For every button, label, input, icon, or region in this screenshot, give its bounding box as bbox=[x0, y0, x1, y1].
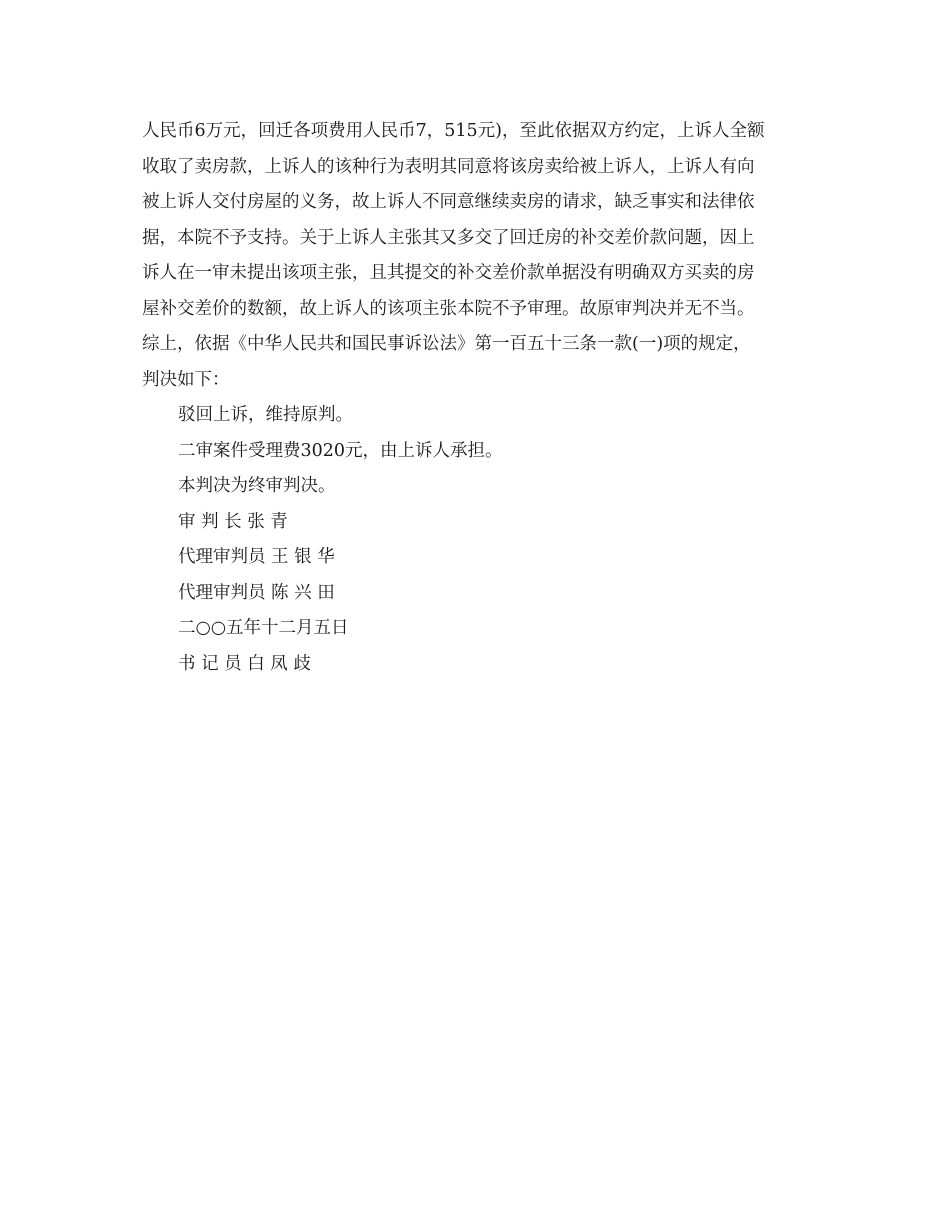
paragraph-line: 被上诉人交付房屋的义务，故上诉人不同意继续卖房的请求，缺乏事实和法律依 bbox=[142, 192, 755, 212]
finality-statement: 本判决为终审判决。 bbox=[178, 476, 336, 496]
paragraph-line: 综上，依据《中华人民共和国民事诉讼法》第一百五十三条一款(一)项的规定， bbox=[142, 334, 751, 354]
paragraph-line: 判决如下： bbox=[142, 369, 230, 390]
paragraph-line: 据，本院不予支持。关于上诉人主张其又多交了回迁房的补交差价款问题，因上 bbox=[142, 227, 755, 248]
paragraph-line: 人民币6万元，回迁各项费用人民币7，515元)，至此依据双方约定，上诉人全额 bbox=[142, 121, 765, 141]
acting-judge-1: 代理审判员 王 银 华 bbox=[178, 547, 335, 567]
court-clerk: 书 记 员 白 凤 歧 bbox=[178, 653, 311, 674]
paragraph-line: 诉人在一审未提出该项主张，且其提交的补交差价款单据没有明确双方买卖的房 bbox=[142, 263, 755, 283]
judgment-date: 二○○五年十二月五日 bbox=[178, 618, 349, 638]
presiding-judge: 审 判 长 张 青 bbox=[178, 511, 288, 532]
judgment-text bbox=[142, 114, 822, 682]
case-fee: 二审案件受理费3020元，由上诉人承担。 bbox=[178, 440, 503, 461]
acting-judge-2: 代理审判员 陈 兴 田 bbox=[178, 582, 335, 603]
paragraph-line: 收取了卖房款，上诉人的该种行为表明其同意将该房卖给被上诉人，上诉人有向 bbox=[142, 156, 755, 177]
judgment-ruling: 驳回上诉，维持原判。 bbox=[178, 405, 353, 425]
paragraph-line: 屋补交差价的数额，故上诉人的该项主张本院不予审理。故原审判决并无不当。 bbox=[142, 298, 755, 319]
